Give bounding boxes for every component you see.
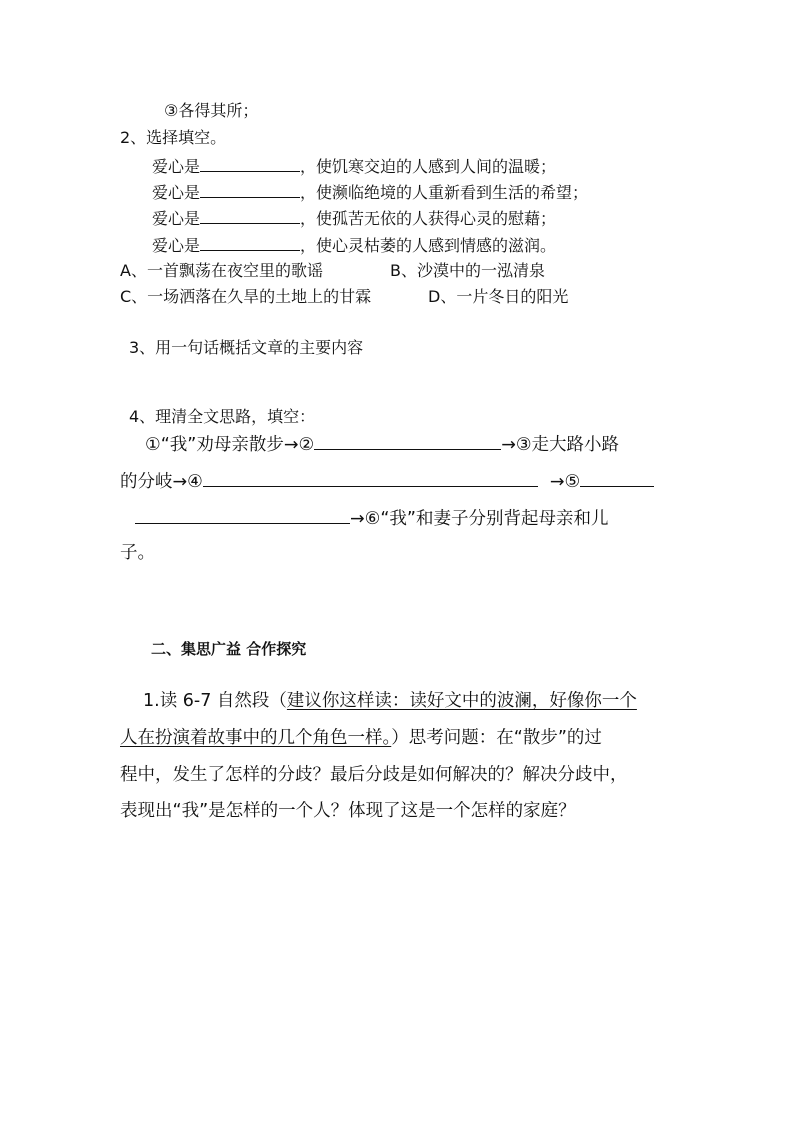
q2-row-2 xyxy=(152,181,588,203)
fill-blank-4[interactable] xyxy=(203,468,538,487)
q2-title: 2、选择填空。 xyxy=(120,128,227,147)
s2-q1-rest: ）思考问题：在“散步”的过 xyxy=(391,728,602,748)
fill-blank[interactable] xyxy=(200,234,300,251)
q2-row-suffix: ，使濒临绝境的人重新看到生活的希望； xyxy=(300,183,589,202)
q2-row-suffix: ，使孤苦无依的人获得心灵的慰藉； xyxy=(300,209,557,228)
q2-row-prefix: 爱心是 xyxy=(152,183,201,202)
s2-q1-underline-1: 建议你这样读：读好文中的波澜，好像你一个 xyxy=(286,691,637,711)
q4-line-4: 子。 xyxy=(120,543,155,563)
fill-blank[interactable] xyxy=(200,155,300,172)
q4-line-3 xyxy=(135,505,608,531)
q3-title: 3、用一句话概括文章的主要内容 xyxy=(129,338,364,357)
q2-row-prefix: 爱心是 xyxy=(152,209,201,228)
s2-q1-line-3: 程中，发生了怎样的分歧？最后分歧是如何解决的？解决分歧中， xyxy=(120,765,628,785)
s2-q1-line-4: 表现出“我”是怎样的一个人？体现了这是一个怎样的家庭？ xyxy=(120,801,576,821)
q4-line-2 xyxy=(120,468,654,494)
fill-blank[interactable] xyxy=(200,207,300,224)
section-2-title: 二、集思广益 合作探究 xyxy=(151,640,307,658)
item-3-text: ③各得其所； xyxy=(164,101,259,120)
fill-blank-5a[interactable] xyxy=(580,468,654,487)
q4-step-5: →⑤ xyxy=(549,472,581,492)
q2-option-c: C、一场洒落在久旱的土地上的甘霖 xyxy=(120,287,372,306)
q2-row-1 xyxy=(152,155,556,177)
q2-row-prefix: 爱心是 xyxy=(152,157,201,176)
fill-blank-2[interactable] xyxy=(314,431,501,450)
q2-row-3 xyxy=(152,207,556,229)
q4-step-1: ①“我”劝母亲散步→② xyxy=(145,435,315,455)
q4-line2-start: 的分岐→④ xyxy=(120,472,203,492)
fill-blank-5b[interactable] xyxy=(135,505,350,524)
q4-step-6: →⑥“我”和妻子分别背起母亲和儿 xyxy=(350,509,609,529)
q2-option-a: A、一首飘荡在夜空里的歌谣 xyxy=(120,261,323,280)
q2-row-prefix: 爱心是 xyxy=(152,236,201,255)
s2-q1-lead: 1.读 6-7 自然段（ xyxy=(143,691,287,711)
s2-q1-underline-2: 人在扮演着故事中的几个角色一样。 xyxy=(120,728,392,748)
q4-title: 4、理清全文思路，填空： xyxy=(129,407,316,426)
s2-q1-line-1 xyxy=(143,689,637,713)
fill-blank[interactable] xyxy=(200,181,300,198)
s2-q1-line-2 xyxy=(120,726,602,750)
q2-option-d: D、一片冬日的阳光 xyxy=(428,287,569,306)
q2-row-suffix: ，使心灵枯萎的人感到情感的滋润。 xyxy=(300,236,557,255)
q2-row-suffix: ，使饥寒交迫的人感到人间的温暖； xyxy=(300,157,557,176)
q4-step-3: →③走大路小路 xyxy=(501,435,620,455)
q2-option-b: B、沙漠中的一泓清泉 xyxy=(390,261,545,280)
q4-line-1 xyxy=(145,431,619,457)
q2-row-4 xyxy=(152,234,556,256)
